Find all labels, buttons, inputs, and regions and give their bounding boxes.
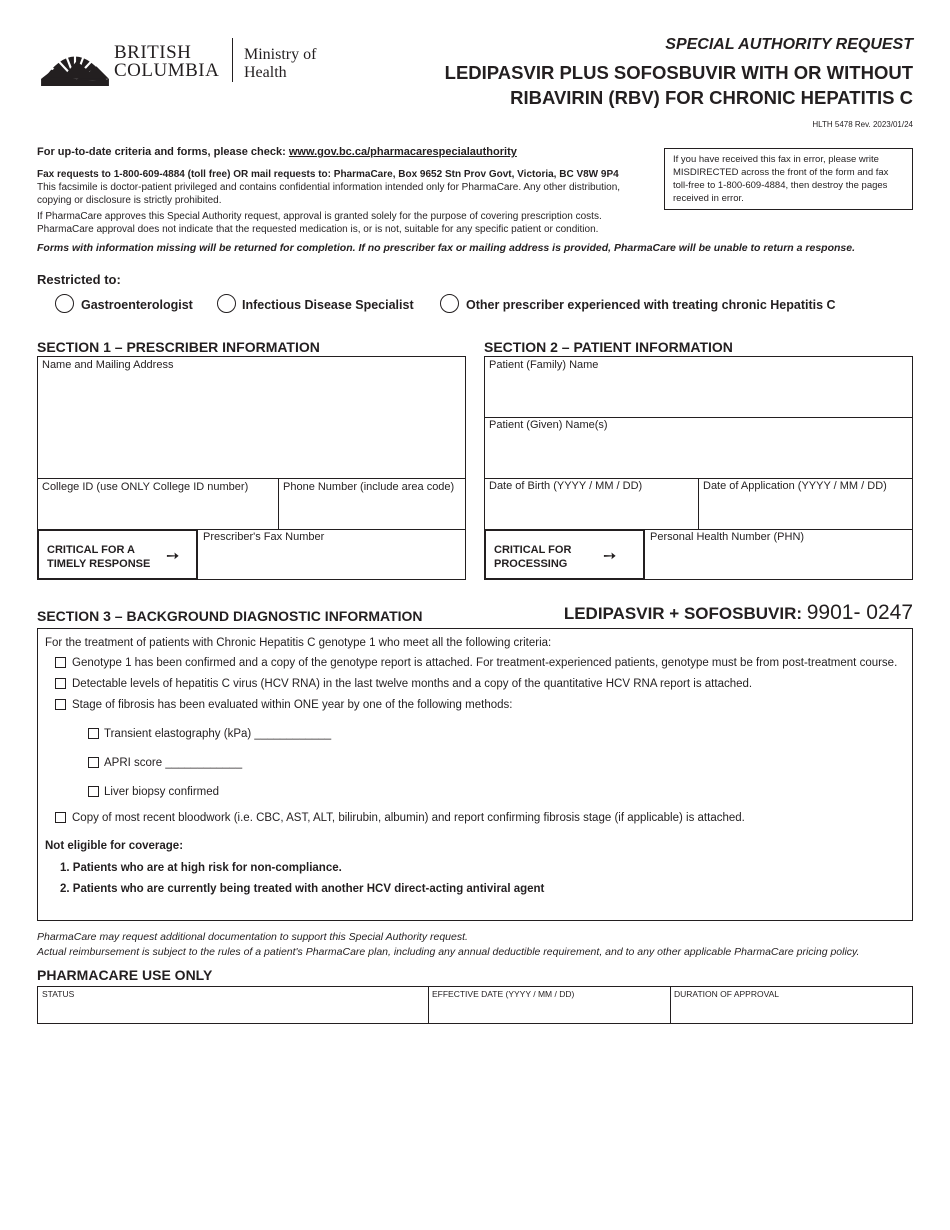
arrow-right-icon: ➙ [166,548,180,565]
section1-title: SECTION 1 – PRESCRIBER INFORMATION [37,339,320,355]
checkbox-bloodwork[interactable] [55,812,66,823]
method-text: Transient elastography (kPa) ____________ [104,728,332,740]
criterion-text: Detectable levels of hepatitis C virus (HCV RNA) in the last twelve months and a copy of the quantitative HCV RNA report is attached. [72,678,753,690]
radio-label: Infectious Disease Specialist [242,298,414,312]
method-text: Liver biopsy confirmed [104,786,220,798]
divider [698,478,699,529]
name-address-field[interactable]: Name and Mailing Address [42,359,174,371]
radio-label: Gastroenterologist [81,298,193,312]
criteria-intro: For the treatment of patients with Chronic Hepatitis C genotype 1 who meet all the following criteria: [45,637,552,649]
form-title: LEDIPASVIR PLUS SOFOSBUVIR WITH OR WITHOUT RIBAVIRIN (RBV) FOR CHRONIC HEPATITIS C [444,62,913,108]
criterion-text: Stage of fibrosis has been evaluated within ONE year by one of the following methods: [72,699,513,711]
status-field[interactable]: STATUS [42,989,75,999]
fax-line: Fax requests to 1-800-609-4884 (toll free) OR mail requests to: PharmaCare, Box 9652 Stn Prov Govt, Victoria, BC V8W 9P4 [37,169,619,180]
method-text: APRI score ____________ [104,757,243,769]
restricted-label: Restricted to: [37,272,121,287]
drug-code: LEDIPASVIR + SOFOSBUVIR: 9901- 0247 [563,601,913,624]
form-number: HLTH 5478 Rev. 2023/01/24 [812,120,913,129]
divider [428,986,429,1024]
footer-note: PharmaCare may request additional documentation to support this Special Authority request. [37,931,468,943]
radio-label: Other prescriber experienced with treating chronic Hepatitis C [466,298,836,312]
divider [670,986,671,1024]
privileged-note: This facsimile is doctor-patient privileged and contains confidential information intended only for PharmaCare. Any other distribution, copying or disclosure is strictly prohibited. [37,182,621,206]
given-name-field[interactable]: Patient (Given) Name(s) [489,419,608,431]
checkbox-hcv-rna[interactable] [55,678,66,689]
missing-info-note: Forms with information missing will be returned for completion. If no prescriber fax or mailing address is provided, PharmaCare will be unable to return a response. [37,242,856,254]
criterion-text: Copy of most recent bloodwork (i.e. CBC, AST, ALT, bilirubin, albumin) and report confirming fibrosis stage (if applicable) is attached. [72,812,745,824]
critical-processing: CRITICAL FOR PROCESSING [484,529,645,580]
college-id-field[interactable]: College ID (use ONLY College ID number) [42,481,249,493]
checkbox-biopsy[interactable] [88,786,99,797]
not-eligible-item: 2. Patients who are currently being treated with another HCV direct-acting antiviral agent [60,883,545,895]
radio-other-prescriber[interactable] [440,294,459,313]
divider [278,478,279,529]
checkbox-genotype[interactable] [55,657,66,668]
dob-field[interactable]: Date of Birth (YYYY / MM / DD) [489,480,643,492]
radio-infectious-disease[interactable] [217,294,236,313]
footer-note: Actual reimbursement is subject to the rules of a patient's PharmaCare plan, including any annual deductible requirement, and to any other applicable PharmaCare pricing policy. [37,946,860,958]
bc-logo-text: BRITISH COLUMBIA [114,42,220,81]
drug-code-number: 9901- 0247 [806,601,913,624]
form-type: SPECIAL AUTHORITY REQUEST [665,36,913,53]
divider [484,417,913,418]
not-eligible-item: 1. Patients who are at high risk for non-compliance. [60,862,342,874]
logo-divider [232,38,233,82]
criteria-link[interactable]: www.gov.bc.ca/pharmacarespecialauthority [288,146,517,158]
bc-logo-sun-icon [37,36,113,86]
criteria-line: For up-to-date criteria and forms, please check: www.gov.bc.ca/pharmacarespecialauthority [37,146,517,158]
application-date-field[interactable]: Date of Application (YYYY / MM / DD) [703,480,887,492]
checkbox-elastography[interactable] [88,728,99,739]
phone-field[interactable]: Phone Number (include area code) [283,481,455,493]
fax-number-field[interactable]: Prescriber's Fax Number [203,531,325,543]
phn-field[interactable]: Personal Health Number (PHN) [650,531,805,543]
approval-note: If PharmaCare approves this Special Authority request, approval is granted solely for the purpose of covering prescription costs. PharmaCare approval does not indicate that the requested medication is, or is not, suitable for any specific patient or condition. [37,211,602,235]
divider [37,478,466,479]
section2-title: SECTION 2 – PATIENT INFORMATION [484,339,733,355]
effective-date-field[interactable]: EFFECTIVE DATE (YYYY / MM / DD) [432,989,575,999]
pharmacare-title: PHARMACARE USE ONLY [37,967,213,983]
not-eligible-title: Not eligible for coverage: [45,840,184,852]
ministry-name: Ministry of Health [244,46,317,81]
section3-title: SECTION 3 – BACKGROUND DIAGNOSTIC INFORMATION [37,608,423,624]
radio-gastroenterologist[interactable] [55,294,74,313]
duration-field[interactable]: DURATION OF APPROVAL [674,989,780,999]
checkbox-apri[interactable] [88,757,99,768]
family-name-field[interactable]: Patient (Family) Name [489,359,599,371]
criterion-text: Genotype 1 has been confirmed and a copy of the genotype report is attached. For treatment-experienced patients, genotype must be from post-treatment course. [72,657,898,669]
arrow-right-icon: ➙ [603,548,617,565]
diagnostic-box [37,628,913,921]
checkbox-fibrosis[interactable] [55,699,66,710]
misdirected-box: If you have received this fax in error, please write MISDIRECTED across the front of the form and fax toll-free to 1-800-609-4884, then destroy the pages received in error. [664,148,913,210]
critical-timely-response: CRITICAL FOR A TIMELY RESPONSE [37,529,198,580]
